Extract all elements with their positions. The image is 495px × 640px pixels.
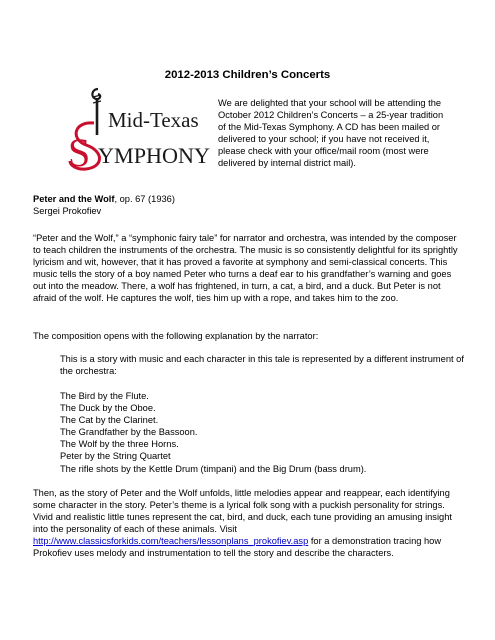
- piece-opus: , op. 67 (1936): [114, 194, 175, 204]
- intro-paragraph: We are delighted that your school will be attending the October 2012 Children’s Concerts – a 25-year tradition of the Mid-Texas Symphony. A CD has been mailed or delivered to your school; if you have not received it, please check with your office/mail room (most were delivered by internal district mail).: [218, 98, 444, 169]
- paragraph-text: The composition opens with the following explanation by the narrator:: [33, 331, 319, 341]
- paragraph-description: [33, 232, 465, 305]
- violin-scroll-icon: [92, 89, 100, 99]
- text-run: Then, as the story of Peter and the Wolf unfolds, little melodies appear and reappear, each identifying some character in the story. Peter’s theme is a lyrical folk song with a puckish personality for strings. Vivid and realistic little tunes represent the cat, bird, and duck, each tune providing an amusing insight into the personality of each of these animals. Visit: [33, 488, 452, 535]
- logo-line-symphony: YMPHONY: [98, 143, 211, 168]
- character-item: The Duck by the Oboe.: [60, 403, 156, 414]
- character-item: The Bird by the Flute.: [60, 391, 149, 401]
- quote-text: This is a story with music and each character in this tale is represented by a different instrument of the orchestra:: [60, 354, 464, 377]
- character-item: Peter by the String Quartet: [60, 451, 171, 462]
- page-title: 2012-2013 Children’s Concerts: [164, 69, 331, 81]
- character-item: The Grandfather by the Bassoon.: [60, 427, 198, 438]
- paragraph-text: “Peter and the Wolf,” a “symphonic fairy tale” for narrator and orchestra, was intended by the composer to teach children the instruments of the orchestra. The music is so consistently delightful for its sprightly lyricism and wit, however, that it has proved a favorite at symphony and semi-classical concerts. This music tells the story of a boy named Peter who turns a deaf ear to his grandfather’s warning and goes out into the meadow. There, a wolf has frightened, in turn, a cat, a bird, and a duck. But Peter is not afraid of the wolf. He captures the wolf, ties him up with a rope, and takes him to the zoo.: [33, 233, 458, 304]
- character-item: The rifle shots by the Kettle Drum (timpani) and the Big Drum (bass drum).: [60, 463, 367, 474]
- piece-composer: Sergei Prokofiev: [33, 206, 102, 217]
- piece-title: Peter and the Wolf: [33, 194, 115, 204]
- logo-s-initial: S: [68, 130, 91, 175]
- paragraph-opening: [33, 330, 465, 342]
- character-item: The Cat by the Clarinet.: [60, 415, 159, 426]
- text-run: for a demonstration tracing how Prokofiev uses melody and instrumentation to tell the story and describe the characters.: [33, 536, 442, 559]
- logo-line-mid-texas: Mid-Texas: [108, 108, 199, 132]
- character-list: [60, 390, 465, 475]
- character-item: The Wolf by the three Horns.: [60, 439, 179, 450]
- classicsforkids-link[interactable]: http://www.classicsforkids.com/teachers/lessonplans_prokofiev.asp: [33, 536, 309, 547]
- paragraph-text: [33, 487, 465, 560]
- piece-heading: [33, 193, 465, 217]
- narrator-quote-intro: [60, 353, 465, 377]
- mid-texas-symphony-logo: [64, 83, 212, 175]
- paragraph-melodies: [33, 487, 465, 560]
